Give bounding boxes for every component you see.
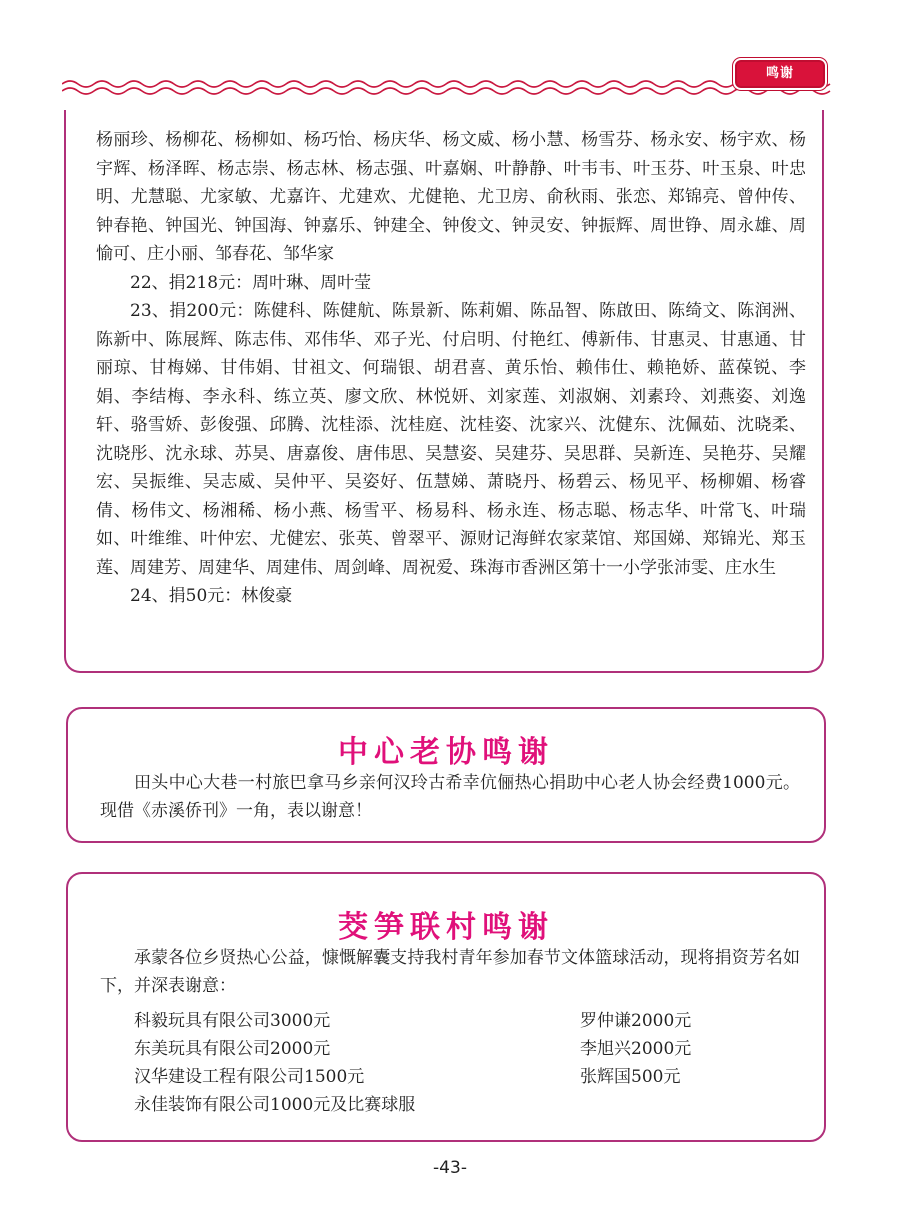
donor-entry: 张辉国500元: [580, 1067, 681, 1087]
village-thanks-box: [66, 872, 826, 1142]
village-intro: 承蒙各位乡贤热心公益，慷慨解囊支持我村青年参加春节文体篮球活动，现将捐资芳名如下，并深表谢意：: [100, 948, 800, 996]
village-title: 茭笋联村鸣谢: [338, 910, 554, 945]
donor-list-paragraph: 22、捐218元：周叶琳、周叶莹: [130, 272, 372, 293]
donor-entry: 科毅玩具有限公司3000元: [134, 1011, 331, 1031]
donor-entry: 东美玩具有限公司2000元: [134, 1039, 331, 1059]
center-assoc-title: 中心老协鸣谢: [338, 735, 554, 770]
donor-entry: 李旭兴2000元: [580, 1039, 692, 1059]
center-assoc-body: 田头中心大巷一村旅巴拿马乡亲何汉玲古希幸伉俪热心捐助中心老人协会经费1000元。现借《赤溪侨刊》一角，表以谢意！: [100, 773, 800, 821]
donor-entry: 汉华建设工程有限公司1500元: [134, 1067, 365, 1087]
donor-list-paragraph: 23、捐200元：陈健科、陈健航、陈景新、陈莉媚、陈品智、陈啟田、陈绮文、陈润洲、陈新中、陈展辉、陈志伟、邓伟华、邓子光、付启明、付艳红、傅新伟、甘惠灵、甘惠通、甘丽琼、甘梅娣、甘伟娟、甘祖文、何瑞银、胡君喜、黄乐怡、赖伟仕、赖艳娇、蓝葆锐、李娟、李结梅、李永科、练立英、廖文欣、林悦妍、刘家莲、刘淑娴、刘素玲、刘燕姿、刘逸轩、骆雪娇、彭俊强、邱腾、沈桂添、沈桂庭、沈桂姿、沈家兴、沈健东、沈佩茹、沈晓柔、沈晓彤、沈永球、苏昊、唐嘉俊、唐伟思、吴慧姿、吴建芬、吴思群、吴新连、吴艳芬、吴耀宏、吴振维、吴志威、吴仲平、吴姿好、伍慧娣、萧晓丹、杨碧云、杨见平、杨柳媚、杨睿倩、杨伟文、杨湘稀、杨小燕、杨雪平、杨易科、杨永连、杨志聪、杨志华、叶常飞、叶瑞如、叶维维、叶仲宏、尤健宏、张英、曾翠平、源财记海鲜农家菜馆、郑国娣、郑锦光、郑玉莲、周建芳、周建华、周建伟、周剑峰、周祝爱、珠海市香洲区第十一小学张沛雯、庄水生: [96, 301, 806, 578]
donor-entry: 永佳装饰有限公司1000元及比赛球服: [134, 1095, 416, 1115]
donor-list-paragraph: 24、捐50元：林俊豪: [130, 586, 293, 606]
donor-list-box: [64, 110, 824, 673]
center-assoc-thanks-box: [66, 707, 826, 843]
donor-list-paragraph: 杨丽珍、杨柳花、杨柳如、杨巧怡、杨庆华、杨文威、杨小慧、杨雪芬、杨永安、杨宇欢、杨宇辉、杨泽晖、杨志崇、杨志林、杨志强、叶嘉娴、叶静静、叶韦韦、叶玉芬、叶玉泉、叶忠明、尤慧聪、尤家敏、尤嘉许、尤建欢、尤健艳、尤卫房、俞秋雨、张恋、郑锦亮、曾仲传、钟春艳、钟国光、钟国海、钟嘉乐、钟建全、钟俊文、钟灵安、钟振辉、周世铮、周永雄、周愉可、庄小丽、邹春花、邹华家: [96, 130, 806, 264]
section-tag: 鸣谢: [735, 60, 825, 88]
page-number: -43-: [433, 1158, 467, 1178]
donor-list: [96, 126, 806, 611]
header-wave-divider: [62, 76, 832, 98]
donor-entry: 罗仲谦2000元: [580, 1011, 692, 1031]
